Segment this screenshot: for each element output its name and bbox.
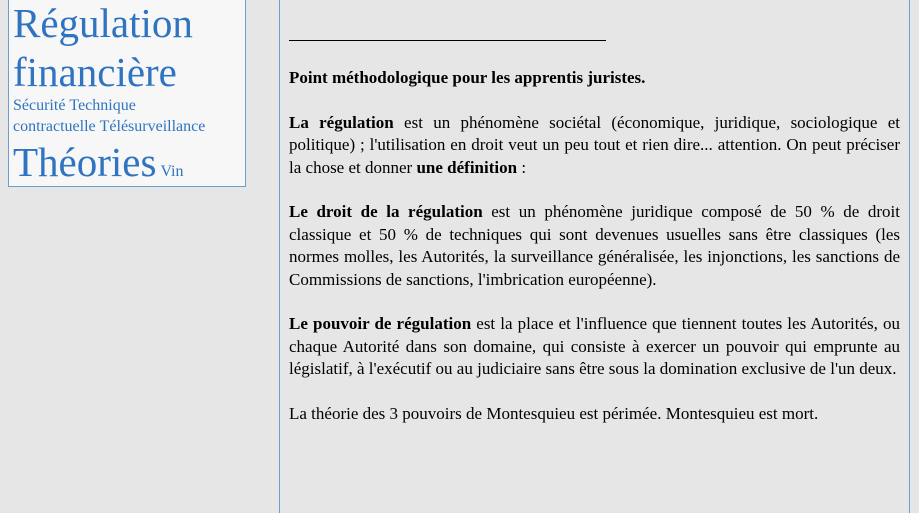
tag-line-3 bbox=[13, 98, 136, 114]
tag-contractuelle[interactable]: contractuelle bbox=[13, 118, 96, 135]
tag-regulation[interactable]: Régulation bbox=[13, 0, 193, 46]
term-regulation: La régulation bbox=[289, 112, 394, 132]
paragraph-droit-regulation-text: est un phénomène juridique composé de 50 % de droit classique et 50 % de techniques qui sont devenues usuelles sans être classiques (les normes molles, les Autorités, la surveillance généralisée, les injonctions, les sanctions de Commissions de sanctions, l'imbrication européenne). bbox=[289, 202, 900, 289]
tag-telesurveillance[interactable]: Télésurveillance bbox=[99, 118, 206, 135]
article-title: Point méthodologique pour les apprentis juristes. bbox=[289, 68, 646, 87]
tag-line-4 bbox=[13, 119, 205, 135]
tag-financiere[interactable]: financière bbox=[13, 49, 177, 95]
separator-rule bbox=[289, 40, 606, 41]
tag-vin[interactable]: Vin bbox=[160, 163, 184, 180]
paragraph-montesquieu: La théorie des 3 pouvoirs de Montesquieu est périmée. Montesquieu est mort. bbox=[289, 403, 819, 423]
paragraph-regulation-text-b: : bbox=[517, 157, 527, 177]
paragraph-droit-regulation bbox=[289, 201, 900, 291]
article-content bbox=[279, 0, 910, 513]
paragraph-pouvoir-regulation-text: est la place et l'influence que tiennent toutes les Autorités, ou chaque Autorité dans son domaine, qui consiste à exercer un pouvoir qui emprunte au législatif, à l'exécutif ou au judiciaire sans être sous la domination exclusive de l'un deux. bbox=[289, 314, 900, 378]
tag-line-2 bbox=[13, 49, 177, 95]
term-definition: une définition bbox=[416, 157, 518, 177]
tag-line-5 bbox=[13, 139, 184, 185]
paragraph-pouvoir-regulation bbox=[289, 313, 900, 381]
paragraph-regulation bbox=[289, 112, 900, 180]
tag-technique[interactable]: Technique bbox=[69, 97, 136, 114]
tag-theories[interactable]: Théories bbox=[13, 139, 157, 185]
tag-line-1 bbox=[13, 0, 193, 46]
paragraph-regulation-text-a: est un phénomène sociétal (économique, juridique, sociologique et politique) ; l'utilisation en droit veut un peu tout et rien dire... attention. On peut préciser la chose et donner bbox=[289, 112, 900, 177]
tag-securite[interactable]: Sécurité bbox=[13, 97, 66, 114]
term-pouvoir-regulation: Le pouvoir de régulation bbox=[289, 314, 472, 333]
term-droit-regulation: Le droit de la régulation bbox=[289, 202, 483, 221]
tag-cloud bbox=[8, 0, 246, 187]
